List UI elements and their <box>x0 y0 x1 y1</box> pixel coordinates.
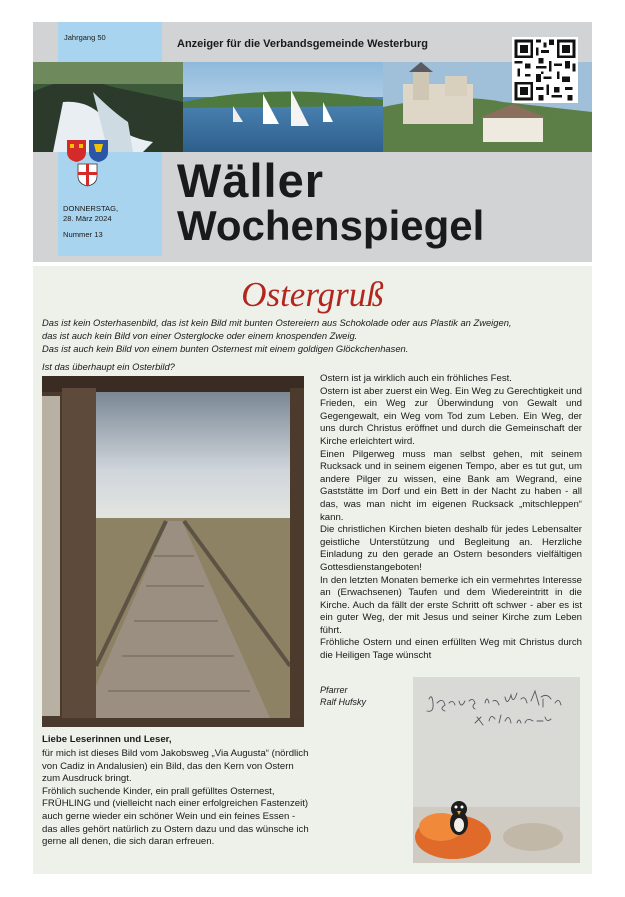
publisher-line: Anzeiger für die Verbandsgemeinde Westerburg <box>177 38 429 50</box>
issue-number: Nummer 13 <box>63 230 103 239</box>
paragraph: Fröhliche Ostern und einen erfüllten Weg mit Christus durch die Heiligen Tage wünscht <box>320 637 582 662</box>
issue-date: 28. März 2024 <box>63 214 112 223</box>
paragraph: Ostern ist ja wirklich auch ein fröhliches Fest. <box>320 373 512 384</box>
paragraph: Die christlichen Kirchen bieten deshalb für jedes Lebensalter geistliche Unterstützung und Begleitung an. Herzliche Einladung zu den gerade an Ostern besonders vielfältigen Gottesdienstangeboten! <box>320 524 582 573</box>
volume-label: Jahrgang 50 <box>64 33 106 42</box>
salutation: Liebe Leserinnen und Leser, <box>42 734 172 745</box>
intro-line-3: Das ist auch kein Bild von einem bunten Osternest mit einem goldigen Glöckchenhasen. <box>42 343 409 354</box>
qr-code[interactable] <box>512 37 578 103</box>
signature-title: Pfarrer <box>320 685 348 695</box>
boardwalk-photo <box>42 376 304 727</box>
paragraph: Fröhlich suchende Kinder, ein prall gefülltes Osternest, FRÜHLING und (vielleicht nach einer erfolgreichen Fastenzeit) auch gerne wieder ein schöner Wein und ein feines Essen - das alles gehört natürlich zu Ostern dazu und das wünsche ich gerne all denen, die sich daran erfreuen. <box>42 785 309 848</box>
column-left-text <box>42 748 310 849</box>
masthead-photo-strip <box>33 62 592 152</box>
paragraph: Ostern ist aber zuerst ein Weg. Ein Weg zu Gerechtigkeit und Frieden, ein Weg zur Überwindung von Gewalt und Gegengewalt, ein Weg vom Tod zum Leben. Ein Weg, der uns durch Christus eröffnet und durch die Gemeinschaft der Kirche erleichtert wird. <box>320 385 582 447</box>
intro-line-1: Das ist kein Osterhasenbild, das ist kein Bild mit bunten Ostereiern aus Schokolade oder aus Plastik an Zweigen, <box>42 317 512 328</box>
coat-of-arms-icon <box>66 138 110 188</box>
paragraph: für mich ist dieses Bild vom Jakobsweg „Via Augusta“ (nördlich von Cadiz in Andalusien) ein Bild, das den Kern von Ostern zum Ausdruck bringt. <box>42 748 309 785</box>
intro-line-2: das ist auch kein Bild von einer Osterglocke oder einem knospenden Zweig. <box>42 330 358 341</box>
paragraph: Einen Pilgerweg muss man selbst gehen, mit seinem Rucksack und in seinem eigenen Tempo, aber es tut gut, um andere Pilger zu wissen, eine Bank am Wegrand, eine Gaststätte im Dorf und ein Bett in der Nacht zu haben - all das, was man nicht im eigenen Rucksack „mitschleppen“ kann. <box>320 448 582 523</box>
paragraph: In den letzten Monaten bemerke ich ein vermehrtes Interesse an (Erwachsenen) Taufen und dem Wiedereintritt in die Kirche. Auch da fällt der erste Schritt oft schwer - aber es ist ein guter Weg, der mit Jesus und seiner Kirche zum Leben führt. <box>320 574 582 636</box>
signature <box>320 684 366 708</box>
wall-handwriting-photo <box>413 677 580 863</box>
volume-box <box>58 22 162 62</box>
column-right-text <box>320 373 582 663</box>
lake-sailboats-image <box>183 90 383 152</box>
newspaper-title-line1: Wäller <box>177 154 325 207</box>
article-headline: Ostergruß <box>241 275 384 314</box>
newspaper-title-line2: Wochenspiegel <box>177 202 485 249</box>
signature-name: Ralf Hufsky <box>320 697 367 707</box>
weekday: DONNERSTAG, <box>63 204 119 213</box>
intro-question: Ist das überhaupt ein Osterbild? <box>42 361 175 372</box>
